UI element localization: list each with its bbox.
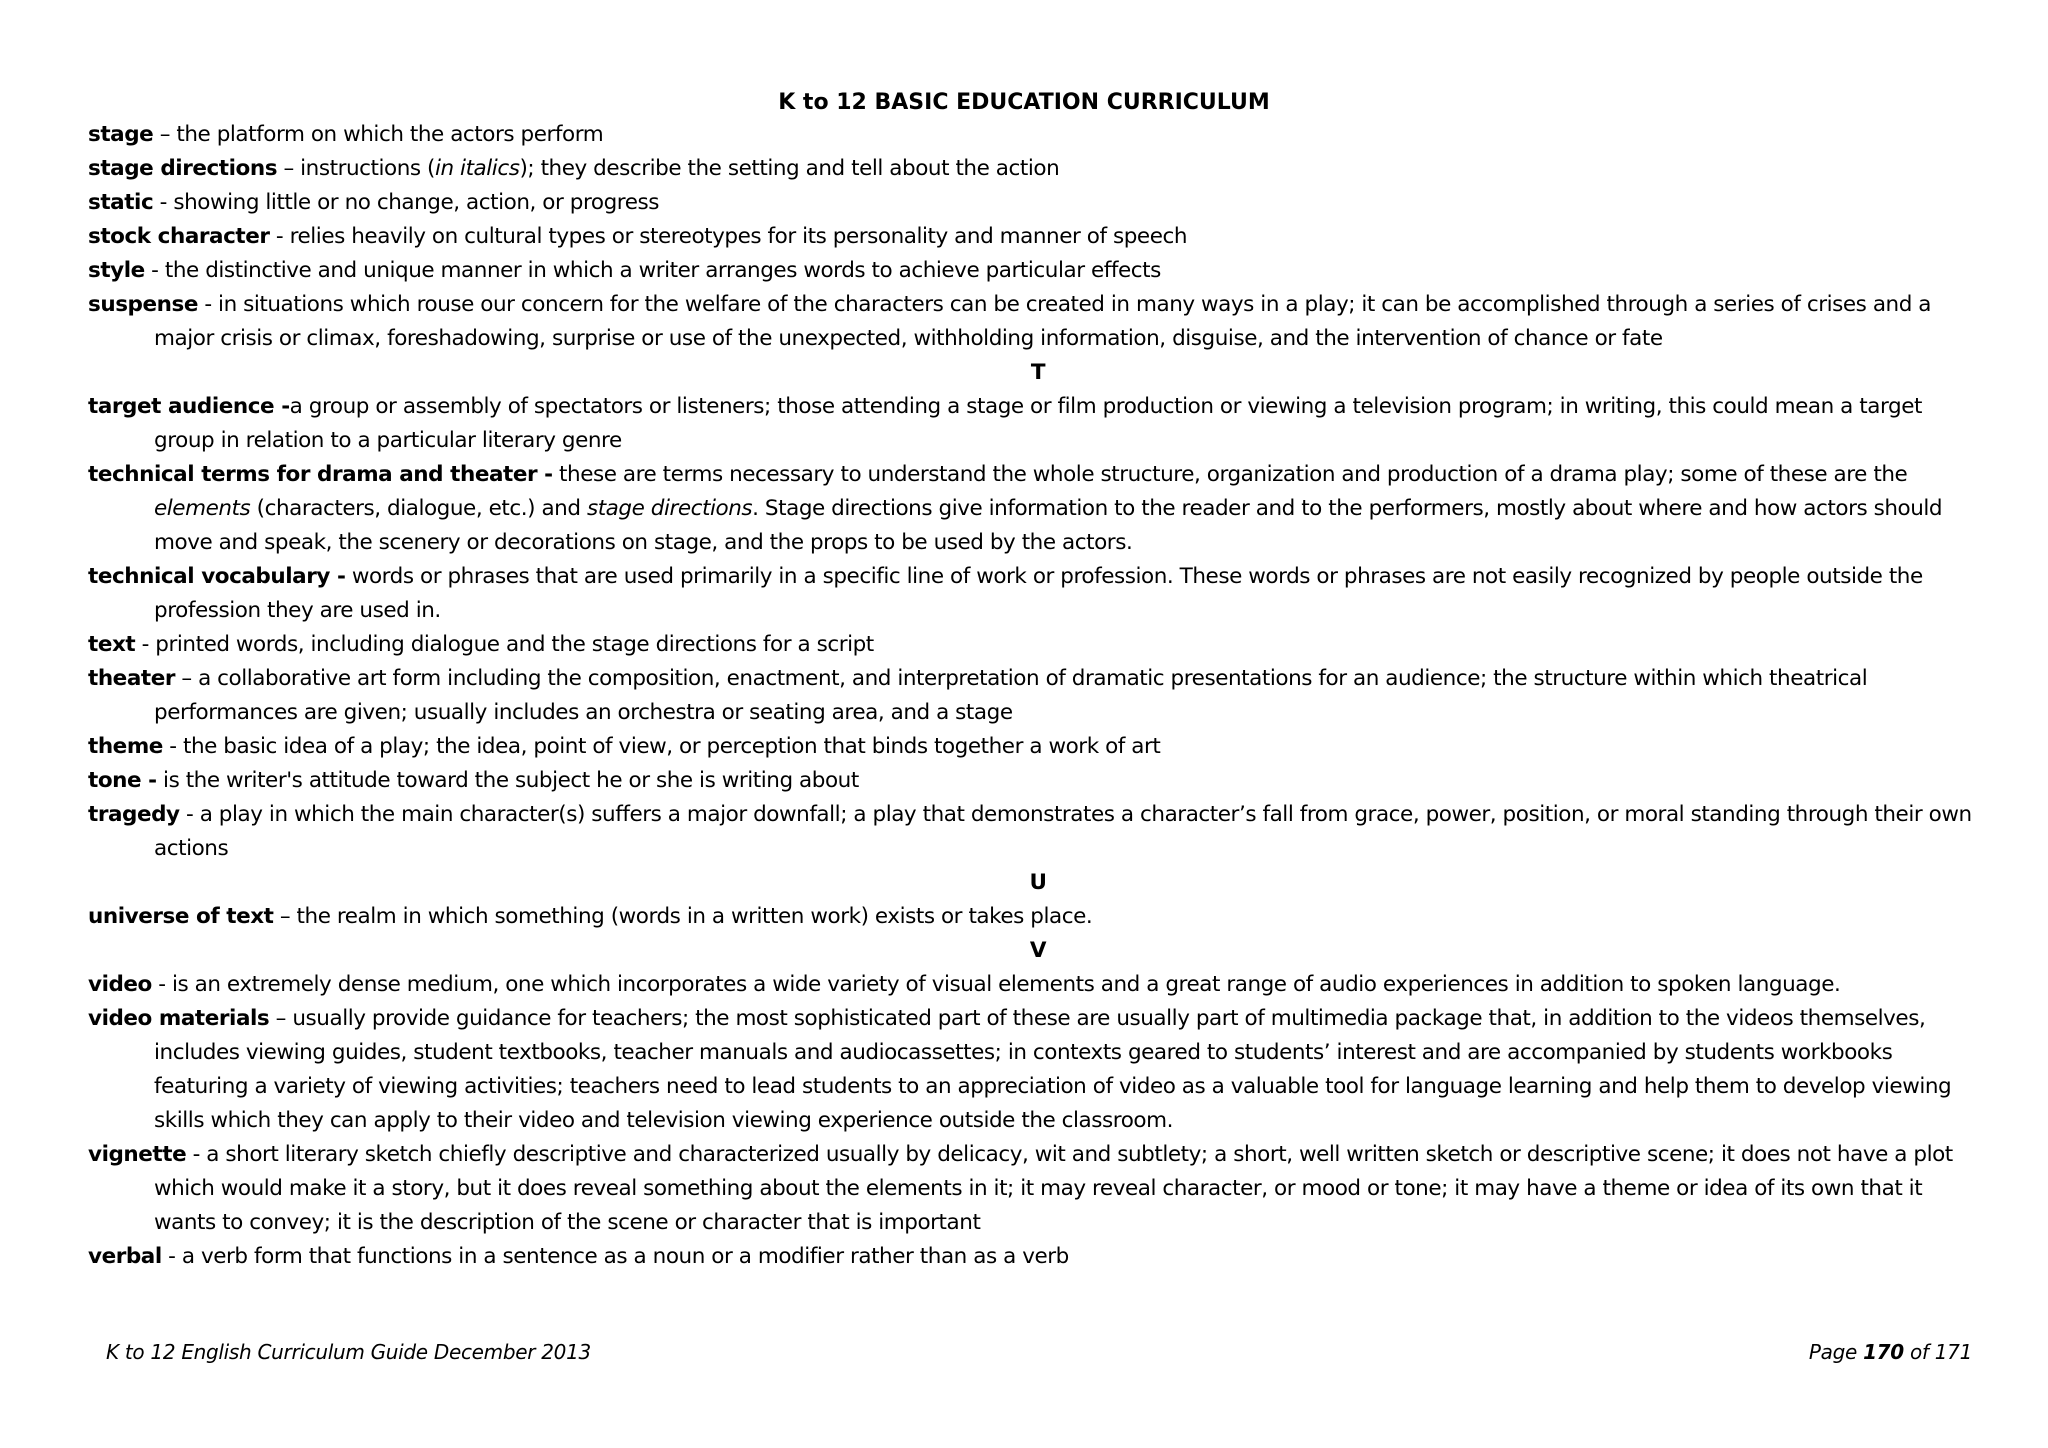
page-prefix: Page [1808, 1340, 1864, 1364]
glossary-entry [88, 390, 1988, 458]
glossary-term: target audience - [88, 394, 290, 419]
page-number: 170 [1863, 1340, 1904, 1364]
definition-text: usually provide guidance for teachers; the most sophisticated part of these are usually part of multimedia package that, in addition to the videos themselves, includes viewing guides, student textbooks, teacher manuals and audiocassettes; in contexts geared to students’ interest and are accompanied by students workbooks featuring a variety of viewing activities; teachers need to lead students to an appreciation of video as a valuable tool for language learning and help them to develop viewing skills which they can apply to their video and television viewing experience outside the classroom. [154, 1006, 1952, 1133]
glossary-entry [88, 1240, 1988, 1274]
section-letter: V [1029, 938, 1047, 963]
definition-text: . Stage directions give information to the reader and to the performers, mostly about where and how actors should move and speak, the scenery or decorations on stage, and the props to be used by the actors. [154, 496, 1943, 555]
glossary-term: stage directions [88, 156, 278, 181]
glossary-entry [88, 1138, 1988, 1240]
definition-text: is the writer's attitude toward the subject he or she is writing about [163, 768, 859, 793]
definition-text: relies heavily on cultural types or stereotypes for its personality and manner of speech [289, 224, 1188, 249]
glossary-entry [88, 1002, 1988, 1138]
definition-text: a group or assembly of spectators or listeners; those attending a stage or film production or viewing a television program; in writing, this could mean a target group in relation to a particular literary genre [154, 394, 1922, 453]
definition-text: instructions ( [300, 156, 435, 181]
glossary-term: tragedy [88, 802, 180, 827]
glossary-entry [88, 968, 1988, 1002]
glossary-entry [88, 730, 1988, 764]
definition-text: (characters, dialogue, etc.) and [250, 496, 587, 521]
glossary-term: video materials [88, 1006, 270, 1031]
glossary-term: static [88, 190, 154, 215]
glossary-entry [88, 118, 1988, 152]
term-separator: - [162, 734, 183, 759]
page-suffix: of 171 [1903, 1340, 1972, 1364]
footer-guide-title: K to 12 English Curriculum Guide December 2013 [106, 1340, 591, 1364]
definition-text: a play in which the main character(s) suffers a major downfall; a play that demonstrates a character’s fall from grace, power, position, or moral standing through their own actions [154, 802, 1972, 861]
glossary-term: theme [88, 734, 163, 759]
term-separator: - [179, 802, 200, 827]
definition-text: in situations which rouse our concern for the welfare of the characters can be created in many ways in a play; it can be accomplished through a series of crises and a major crisis or climax, foreshadowing, surprise or use of the unexpected, withholding information, disguise, and the intervention of chance or fate [154, 292, 1932, 351]
glossary-term: stock character [88, 224, 270, 249]
term-separator: - [197, 292, 219, 317]
glossary-term: text [88, 632, 136, 657]
glossary-term: technical terms for drama and theater - [88, 462, 553, 487]
definition-text: is an extremely dense medium, one which incorporates a wide variety of visual elements and a great range of audio experiences in addition to spoken language. [171, 972, 1841, 997]
glossary-term: tone - [88, 768, 157, 793]
definition-text: these are terms necessary to understand the whole structure, organization and production of a drama play; some of these are the [559, 462, 1908, 487]
glossary-term: suspense [88, 292, 198, 317]
definition-text: ); they describe the setting and tell about the action [519, 156, 1060, 181]
glossary-entry [88, 458, 1988, 560]
document-title: K to 12 BASIC EDUCATION CURRICULUM [778, 90, 1270, 115]
footer-left [106, 1338, 591, 1366]
term-separator: - [153, 190, 174, 215]
glossary-term: style [88, 258, 145, 283]
term-separator: – [273, 904, 297, 929]
definition-text: the realm in which something (words in a written work) exists or takes place. [296, 904, 1093, 929]
definition-text: a short literary sketch chiefly descriptive and characterized usually by delicacy, wit and subtlety; a short, well written sketch or descriptive scene; it does not have a plot which would make it a story, but it does reveal something about the elements in it; it may reveal character, or mood or tone; it may have a theme or idea of its own that it wants to convey; it is the description of the scene or character that is important [154, 1142, 1953, 1235]
glossary-entry [88, 152, 1988, 186]
term-separator: - [269, 224, 290, 249]
glossary-term: theater [88, 666, 175, 691]
italic-emphasis: in italics [434, 156, 520, 181]
glossary-term: vignette [88, 1142, 187, 1167]
term-separator: - [144, 258, 165, 283]
glossary-term: stage [88, 122, 154, 147]
glossary-term: video [88, 972, 152, 997]
definition-text: the platform on which the actors perform [176, 122, 604, 147]
glossary-entry [88, 560, 1988, 628]
term-separator: – [175, 666, 199, 691]
glossary-entry [88, 628, 1988, 662]
definition-text: a collaborative art form including the composition, enactment, and interpretation of dramatic presentations for an audience; the structure within which theatrical performances are given; usually includes an orchestra or seating area, and a stage [154, 666, 1868, 725]
definition-text: showing little or no change, action, or progress [173, 190, 659, 215]
glossary-list [88, 118, 1988, 1274]
glossary-entry [88, 186, 1988, 220]
definition-text: a verb form that functions in a sentence as a noun or a modifier rather than as a verb [181, 1244, 1069, 1269]
term-separator: – [277, 156, 301, 181]
definition-text: words or phrases that are used primarily in a specific line of work or profession. These words or phrases are not easily recognized by people outside the profession they are used in. [154, 564, 1923, 623]
term-separator: - [161, 1244, 182, 1269]
glossary-entry [88, 254, 1988, 288]
glossary-entry [88, 798, 1988, 866]
term-separator: – [153, 122, 177, 147]
term-separator: - [135, 632, 156, 657]
term-separator: - [151, 972, 172, 997]
section-letter: T [1030, 360, 1046, 385]
glossary-term: technical vocabulary - [88, 564, 346, 589]
glossary-entry [88, 288, 1988, 356]
glossary-entry [88, 220, 1988, 254]
definition-text: printed words, including dialogue and the stage directions for a script [155, 632, 874, 657]
glossary-entry [88, 900, 1988, 934]
term-separator: - [186, 1142, 207, 1167]
page-header [0, 88, 2048, 118]
glossary-term: universe of text [88, 904, 274, 929]
italic-emphasis: stage directions [586, 496, 753, 521]
glossary-entry [88, 764, 1988, 798]
italic-emphasis: elements [154, 496, 251, 521]
glossary-entry [88, 662, 1988, 730]
definition-text: the distinctive and unique manner in which a writer arranges words to achieve particular effects [164, 258, 1161, 283]
term-separator: – [269, 1006, 293, 1031]
footer-page-indicator [1809, 1338, 1972, 1366]
glossary-term: verbal [88, 1244, 162, 1269]
definition-text: the basic idea of a play; the idea, point of view, or perception that binds together a work of art [182, 734, 1161, 759]
section-letter: U [1029, 870, 1047, 895]
